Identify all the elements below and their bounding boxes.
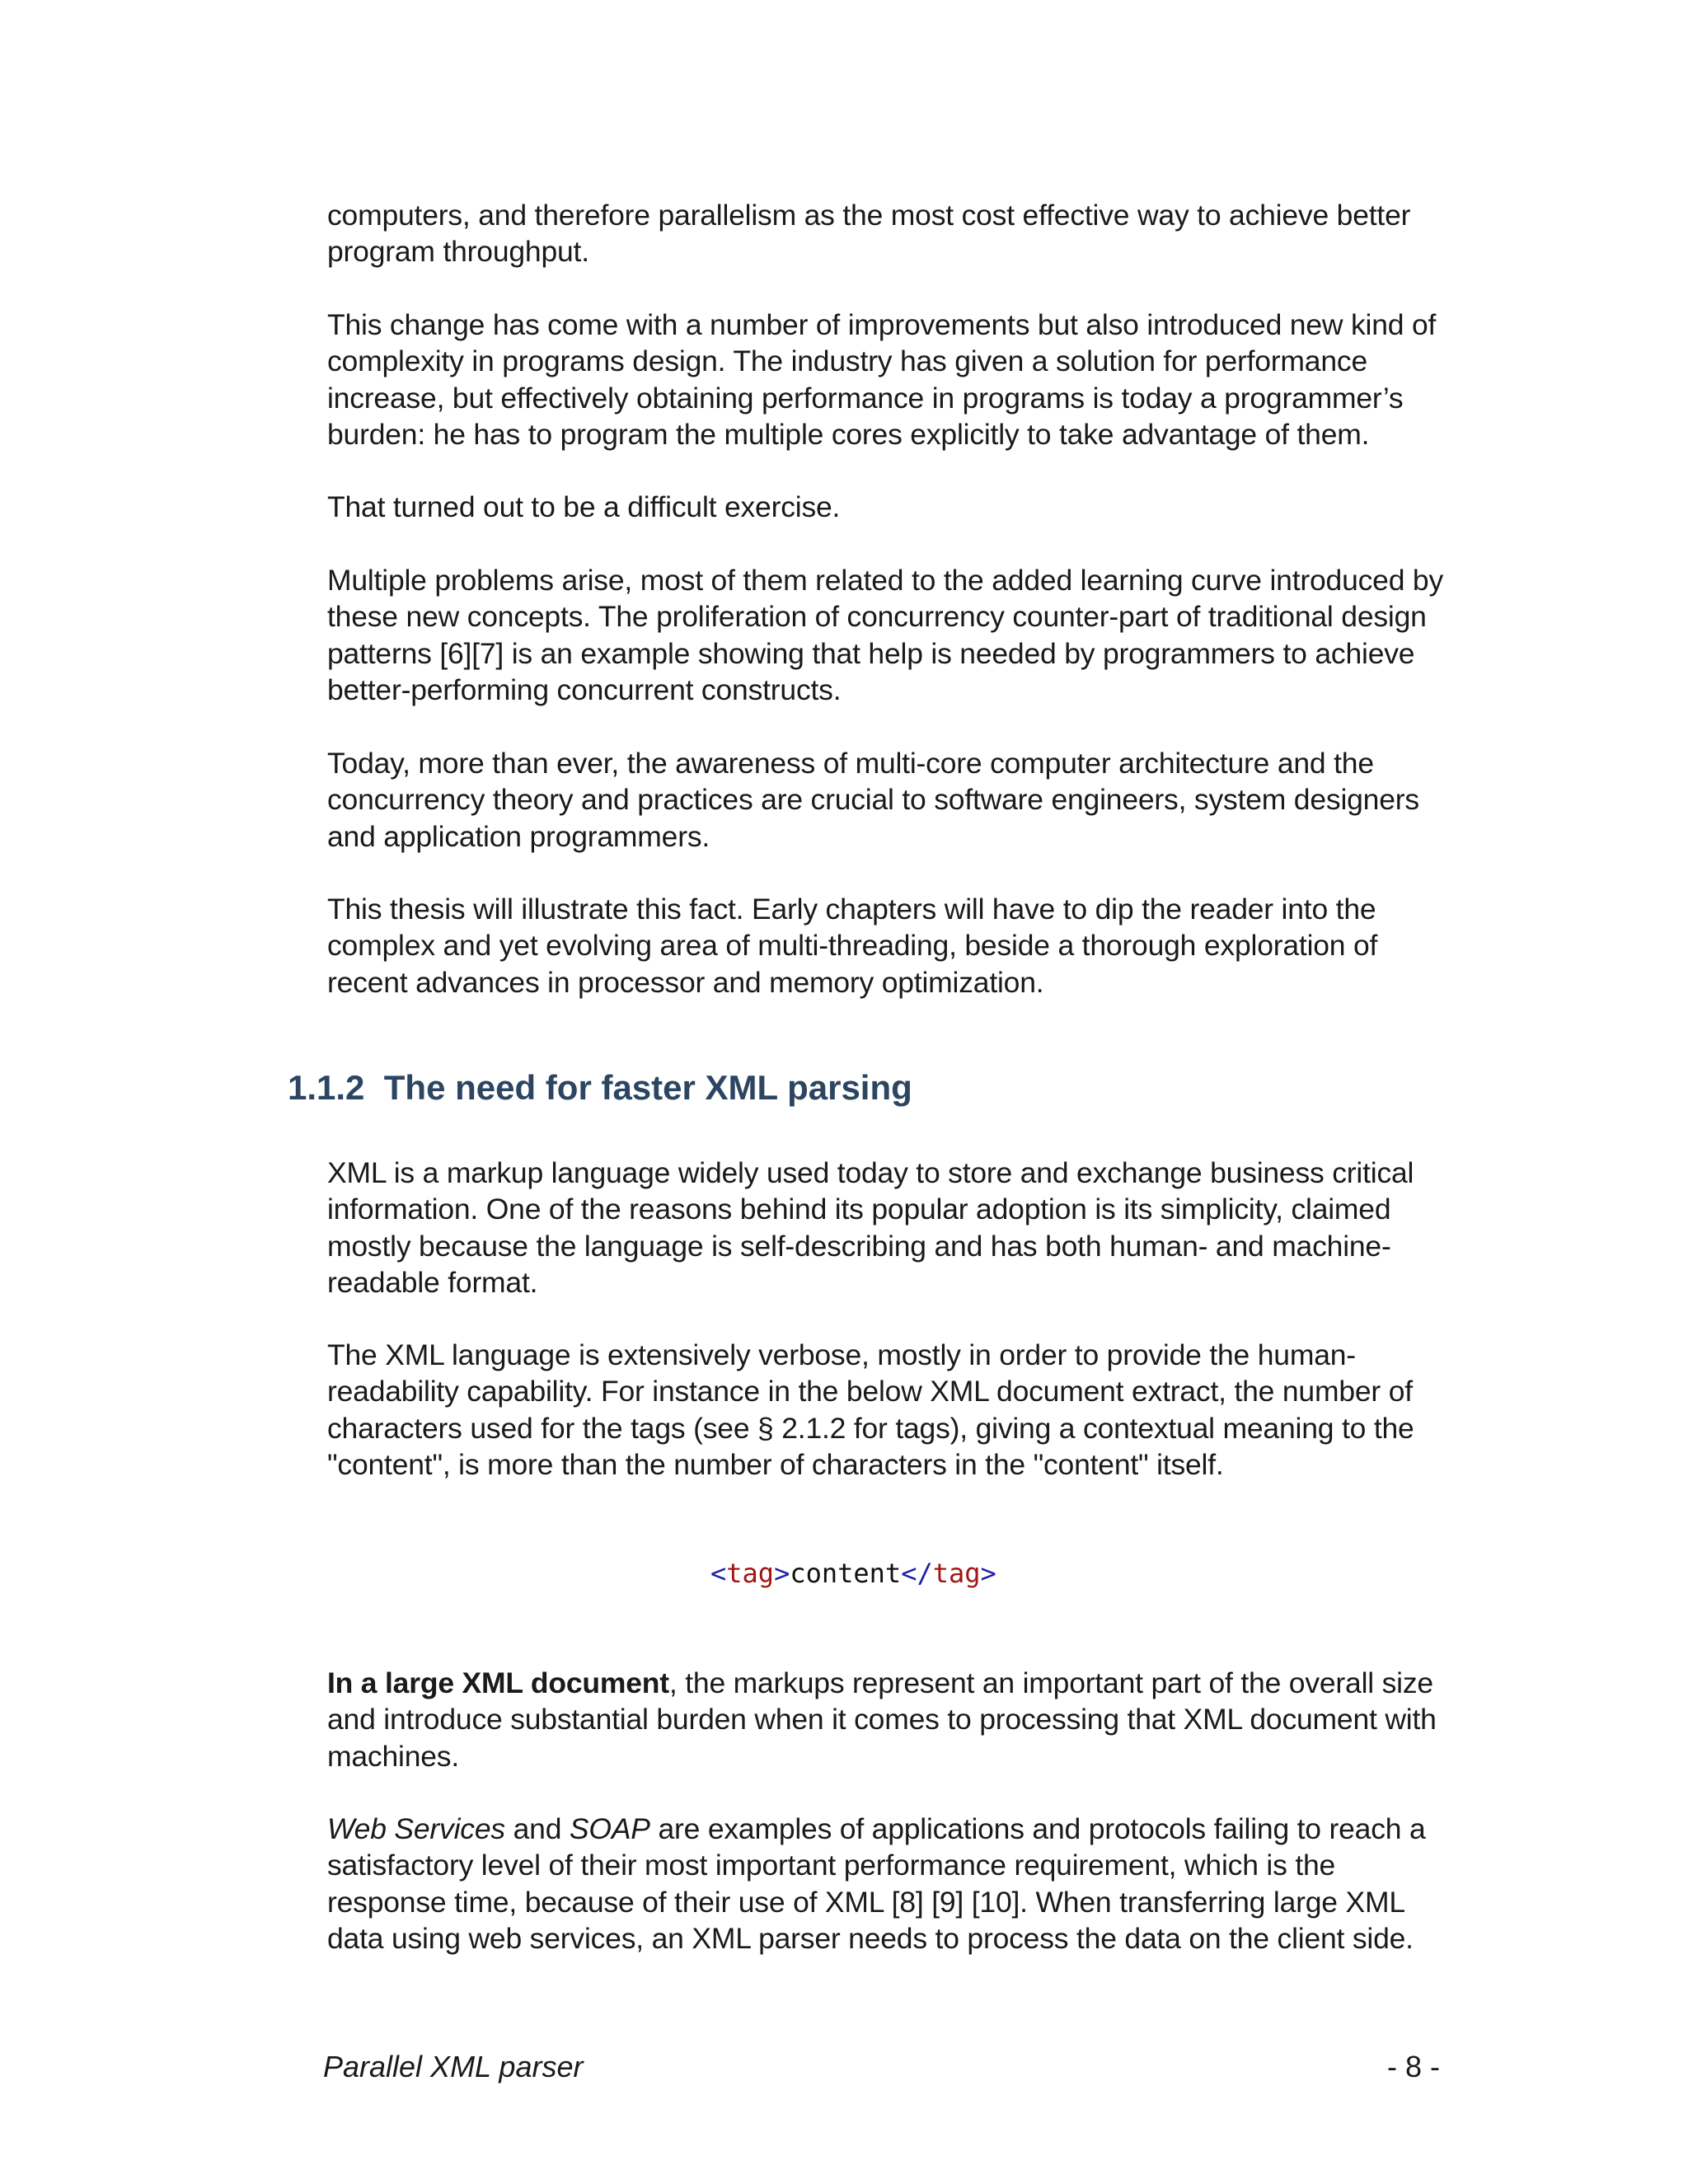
code-close-gt: > <box>980 1558 996 1589</box>
code-open-tag: tag <box>726 1558 775 1589</box>
footer-title: Parallel XML parser <box>323 2050 584 2083</box>
paragraph-web-services: Web Services and SOAP are examples of applications and protocols failing to reach a satisfactory level of their most important performance requirement, which is the response time, because of their use of XML [8] [9] [10]. When transferring large XML data using web services, an XML parser needs to process the data on the client side. <box>327 1812 1426 1955</box>
paragraph-difficult <box>327 489 1522 525</box>
paragraph-thesis: This thesis will illustrate this fact. Early chapters will have to dip the reader into the complex and yet evolving area of multi-threading, beside a thorough exploration of recent advances in processor and memory optimization. <box>327 893 1378 999</box>
section-title: The need for faster XML parsing <box>383 1068 912 1107</box>
paragraph-problems: Multiple problems arise, most of them related to the added learning curve introduced by these new concepts. The proliferation of concurrency counter-part of traditional design patterns [6][7] is an example showing that help is needed by programmers to achieve better-performing concurrent constructs. <box>327 564 1444 706</box>
paragraph-difficult-text: That turned out to be a difficult exercise. <box>327 490 841 523</box>
xml-code-sample <box>710 1557 996 1590</box>
paragraph-xml-intro: XML is a markup language widely used today to store and exchange business critical information. One of the reasons behind its popular adoption is its simplicity, claimed mostly because the language is self-describing and has both human- and machine- readable format. <box>327 1156 1414 1299</box>
code-close-tag: tag <box>932 1558 981 1589</box>
paragraph-throughput: computers, and therefore parallelism as the most cost effective way to achieve better program throughput. <box>327 199 1411 269</box>
code-close-lt: </ <box>901 1558 933 1589</box>
paragraph-large-document: In a large XML document, the markups represent an important part of the overall size and introduce substantial burden when it comes to processing that XML document with machines. <box>327 1666 1437 1773</box>
footer-page-number: - 8 - <box>1387 2050 1441 2083</box>
paragraph-today: Today, more than ever, the awareness of multi-core computer architecture and the concurrency theory and practices are crucial to software engineers, system designers and application programmers. <box>327 747 1419 853</box>
section-number: 1.1.2 <box>288 1068 365 1107</box>
paragraph-xml-verbose: The XML language is extensively verbose, mostly in order to provide the human- readability capability. For instance in the below XML document extract, the number of characters used for the tags (see § 2.1.2 for tags), giving a contextual meaning to the "content", is more than the number of characters in the "content" itself. <box>327 1338 1414 1481</box>
section-heading <box>288 1066 912 1109</box>
code-open-gt: > <box>774 1558 790 1589</box>
paragraph-change: This change has come with a number of improvements but also introduced new kind of complexity in programs design. The industry has given a solution for performance increase, but effectively obtaining performance in programs is today a programmer’s burden: he has to program the multiple cores explicitly to take advantage of them. <box>327 308 1437 451</box>
code-open-lt: < <box>710 1558 727 1589</box>
code-content: content <box>790 1558 902 1589</box>
